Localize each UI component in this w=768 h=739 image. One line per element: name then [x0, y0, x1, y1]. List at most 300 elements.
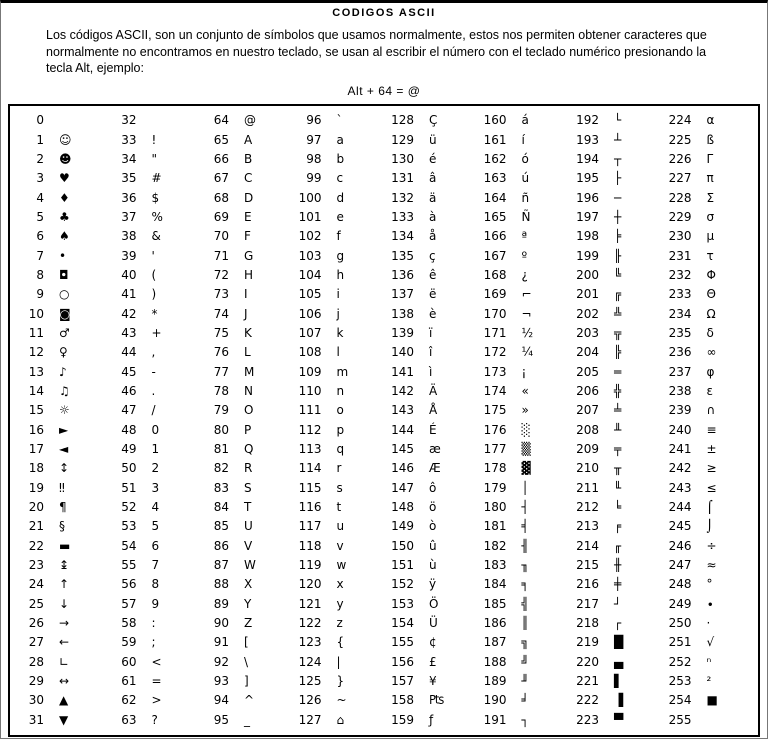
ascii-glyph: K: [244, 325, 252, 340]
ascii-code: 64: [213, 113, 229, 128]
ascii-entry: [18, 227, 111, 246]
ascii-entry: [481, 439, 574, 458]
ascii-glyph: ▌: [614, 674, 624, 689]
ascii-entry: [111, 381, 204, 400]
ascii-entry: [111, 671, 204, 690]
ascii-glyph: ╓: [614, 538, 622, 553]
ascii-glyph: á: [521, 113, 529, 128]
ascii-entry: [666, 323, 759, 342]
ascii-entry: [296, 671, 389, 690]
ascii-entry: [666, 401, 759, 420]
ascii-glyph: ▲: [59, 693, 69, 708]
ascii-code: 61: [121, 674, 137, 689]
ascii-code: 88: [213, 577, 229, 592]
ascii-entry: [18, 633, 111, 652]
ascii-glyph: ♪: [59, 364, 67, 379]
ascii-code: 171: [483, 325, 507, 340]
ascii-glyph: $: [151, 190, 160, 205]
ascii-entry: [203, 188, 296, 207]
ascii-code: 95: [213, 712, 229, 727]
ascii-code: 38: [121, 229, 137, 244]
ascii-entry: [18, 671, 111, 690]
ascii-glyph: ■: [706, 693, 718, 708]
ascii-code: 43: [121, 325, 137, 340]
ascii-glyph: ;: [151, 635, 156, 650]
ascii-entry: [481, 323, 574, 342]
ascii-code: 27: [28, 635, 44, 650]
ascii-glyph: δ: [706, 325, 714, 340]
ascii-glyph: ◄: [59, 442, 69, 457]
ascii-glyph: ╠: [614, 345, 622, 360]
ascii-entry: [203, 285, 296, 304]
ascii-code: 119: [298, 558, 322, 573]
ascii-code: 46: [121, 383, 137, 398]
ascii-entry: [666, 478, 759, 497]
ascii-entry: [203, 381, 296, 400]
ascii-glyph: ]: [244, 674, 249, 689]
ascii-entry: [203, 555, 296, 574]
ascii-code: 241: [668, 442, 692, 457]
ascii-glyph: l: [336, 345, 340, 360]
ascii-code: 251: [668, 635, 692, 650]
ascii-entry: [481, 691, 574, 710]
ascii-glyph: ê: [429, 267, 437, 282]
ascii-entry: [18, 439, 111, 458]
ascii-code: 172: [483, 345, 507, 360]
ascii-entry: [481, 130, 574, 149]
ascii-code: 4: [36, 190, 44, 205]
ascii-glyph: k: [336, 325, 344, 340]
ascii-glyph: º: [521, 248, 528, 263]
ascii-entry: [18, 459, 111, 478]
ascii-entry: [388, 420, 481, 439]
ascii-code: 182: [483, 538, 507, 553]
ascii-glyph: ï: [429, 325, 433, 340]
ascii-glyph: ╚: [614, 267, 622, 282]
ascii-code: 106: [298, 306, 322, 321]
ascii-code: 137: [391, 287, 414, 302]
ascii-glyph: ╢: [521, 538, 529, 553]
ascii-glyph: <: [151, 654, 162, 669]
ascii-glyph: ≈: [706, 558, 717, 573]
ascii-glyph: ƒ: [429, 712, 434, 727]
ascii-entry: [296, 594, 389, 613]
ascii-glyph: ç: [429, 248, 436, 263]
ascii-glyph: ≤: [706, 480, 717, 495]
ascii-entry: [296, 304, 389, 323]
ascii-code: 126: [298, 693, 322, 708]
ascii-code: 74: [213, 306, 229, 321]
ascii-glyph: #: [151, 171, 162, 186]
ascii-entry: [481, 594, 574, 613]
ascii-glyph: 6: [151, 538, 160, 553]
ascii-glyph: ·: [706, 616, 711, 631]
ascii-code: 190: [483, 693, 507, 708]
ascii-code: 253: [668, 674, 692, 689]
ascii-code: 246: [668, 538, 692, 553]
ascii-glyph: c: [336, 171, 344, 186]
ascii-code: 44: [121, 345, 137, 360]
ascii-code: 180: [483, 500, 507, 515]
ascii-code: 85: [213, 519, 229, 534]
ascii-code: 166: [483, 229, 507, 244]
ascii-entry: [18, 478, 111, 497]
ascii-entry: [18, 265, 111, 284]
ascii-glyph: z: [336, 616, 343, 631]
ascii-code: 145: [391, 442, 414, 457]
ascii-glyph: w: [336, 558, 347, 573]
ascii-entry: [481, 304, 574, 323]
ascii-code: 30: [28, 693, 44, 708]
ascii-entry: [481, 401, 574, 420]
ascii-code: 159: [391, 712, 414, 727]
ascii-entry: [573, 555, 666, 574]
ascii-entry: [296, 420, 389, 439]
ascii-code: 107: [298, 325, 322, 340]
ascii-entry: [296, 265, 389, 284]
ascii-code: 188: [483, 654, 507, 669]
ascii-code: 211: [576, 480, 599, 495]
ascii-entry: [296, 401, 389, 420]
ascii-glyph: d: [336, 190, 345, 205]
ascii-glyph: 5: [151, 519, 160, 534]
ascii-entry: [203, 130, 296, 149]
ascii-glyph: ¢: [429, 635, 437, 650]
ascii-code: 222: [576, 693, 599, 708]
ascii-entry: [388, 652, 481, 671]
ascii-code: 165: [483, 209, 507, 224]
ascii-glyph: ⁿ: [706, 654, 712, 669]
ascii-glyph: σ: [706, 209, 715, 224]
ascii-entry: [666, 169, 759, 188]
ascii-glyph: ≡: [706, 422, 717, 437]
ascii-glyph: ¥: [429, 674, 437, 689]
ascii-entry: [388, 304, 481, 323]
ascii-code: 201: [576, 287, 599, 302]
ascii-code: 100: [298, 190, 322, 205]
ascii-glyph: ▓: [521, 461, 531, 476]
ascii-code: 14: [28, 383, 44, 398]
ascii-entry: [203, 652, 296, 671]
ascii-entry: [111, 536, 204, 555]
ascii-glyph: e: [336, 209, 344, 224]
ascii-entry: [666, 285, 759, 304]
ascii-code: 237: [668, 364, 692, 379]
ascii-glyph: π: [706, 171, 714, 186]
ascii-glyph: ☺: [59, 132, 72, 147]
ascii-code: 10: [28, 306, 44, 321]
ascii-entry: [481, 265, 574, 284]
ascii-code: 146: [391, 461, 414, 476]
ascii-code: 49: [121, 442, 137, 457]
ascii-code: 177: [483, 442, 507, 457]
ascii-code: 84: [213, 500, 229, 515]
ascii-code: 53: [121, 519, 137, 534]
ascii-column-7: [666, 111, 759, 730]
ascii-glyph: ▀: [614, 712, 624, 727]
ascii-entry: [573, 304, 666, 323]
ascii-glyph: y: [336, 596, 344, 611]
ascii-glyph: ░: [521, 422, 531, 437]
ascii-glyph: ─: [614, 190, 622, 205]
ascii-entry: [666, 633, 759, 652]
ascii-column-6: [573, 111, 666, 730]
ascii-entry: [18, 517, 111, 536]
ascii-glyph: å: [429, 229, 437, 244]
ascii-entry: [573, 323, 666, 342]
ascii-glyph: └: [614, 113, 622, 128]
ascii-glyph: I: [244, 287, 248, 302]
ascii-code: 205: [576, 364, 599, 379]
ascii-column-3: [296, 111, 389, 730]
ascii-entry: [18, 497, 111, 516]
ascii-code: 236: [668, 345, 692, 360]
ascii-glyph: ╘: [614, 500, 622, 515]
ascii-code: 138: [391, 306, 414, 321]
ascii-glyph: g: [336, 248, 345, 263]
ascii-code: 164: [483, 190, 507, 205]
ascii-glyph: ╖: [521, 558, 529, 573]
ascii-entry: [388, 285, 481, 304]
ascii-code: 96: [306, 113, 322, 128]
ascii-code: 149: [391, 519, 414, 534]
ascii-entry: [666, 343, 759, 362]
ascii-code: 66: [213, 151, 229, 166]
ascii-entry: [203, 613, 296, 632]
ascii-entry: [481, 343, 574, 362]
ascii-glyph: P: [244, 422, 252, 437]
ascii-entry: [111, 401, 204, 420]
ascii-glyph: è: [429, 306, 437, 321]
ascii-code: 109: [298, 364, 322, 379]
ascii-glyph: ▼: [59, 712, 69, 727]
ascii-glyph: °: [706, 577, 713, 592]
ascii-entry: [203, 362, 296, 381]
ascii-glyph: ╕: [521, 577, 529, 592]
ascii-glyph: ┐: [521, 712, 529, 727]
ascii-entry: [18, 246, 111, 265]
ascii-entry: [666, 497, 759, 516]
ascii-glyph: Φ: [706, 267, 716, 282]
ascii-code: 1: [36, 132, 44, 147]
ascii-glyph: ╜: [521, 674, 529, 689]
ascii-code: 240: [668, 422, 692, 437]
ascii-code: 7: [36, 248, 44, 263]
ascii-entry: [18, 362, 111, 381]
page-title: CODIGOS ASCII: [332, 7, 436, 19]
ascii-entry: [203, 633, 296, 652]
ascii-entry: [296, 285, 389, 304]
ascii-code: 213: [576, 519, 599, 534]
ascii-glyph: ♠: [59, 229, 70, 244]
ascii-entry: [666, 555, 759, 574]
ascii-glyph: G: [244, 248, 254, 263]
ascii-glyph: 3: [151, 480, 160, 495]
ascii-glyph: W: [244, 558, 256, 573]
ascii-entry: [573, 497, 666, 516]
ascii-glyph: █: [614, 635, 624, 650]
ascii-entry: [573, 633, 666, 652]
ascii-entry: [18, 130, 111, 149]
ascii-code: 25: [28, 596, 44, 611]
ascii-glyph: ├: [614, 171, 622, 186]
ascii-entry: [111, 439, 204, 458]
ascii-entry: [666, 594, 759, 613]
ascii-entry: [573, 613, 666, 632]
ascii-code: 161: [483, 132, 507, 147]
ascii-code: 128: [391, 113, 414, 128]
ascii-code: 153: [391, 596, 414, 611]
ascii-code: 47: [121, 403, 137, 418]
ascii-entry: [18, 169, 111, 188]
ascii-entry: [481, 381, 574, 400]
ascii-entry: [388, 710, 481, 729]
ascii-entry: [18, 401, 111, 420]
ascii-glyph: ♣: [59, 209, 70, 224]
ascii-entry: [111, 188, 204, 207]
ascii-code: 81: [213, 442, 229, 457]
ascii-glyph: ÿ: [429, 577, 437, 592]
ascii-glyph: Q: [244, 442, 254, 457]
ascii-glyph: ╔: [614, 287, 622, 302]
ascii-code: 158: [391, 693, 414, 708]
ascii-glyph: ~: [336, 693, 347, 708]
ascii-glyph: ◘: [59, 267, 69, 282]
ascii-entry: [18, 381, 111, 400]
ascii-code: 73: [213, 287, 229, 302]
ascii-code: 71: [213, 248, 229, 263]
ascii-code: 232: [668, 267, 692, 282]
ascii-entry: [481, 613, 574, 632]
ascii-glyph: *: [151, 306, 158, 321]
ascii-glyph: Å: [429, 403, 438, 418]
ascii-glyph: ╤: [614, 442, 622, 457]
ascii-glyph: ": [151, 151, 158, 166]
ascii-code: 192: [576, 113, 599, 128]
ascii-entry: [388, 691, 481, 710]
ascii-entry: [203, 691, 296, 710]
intro-paragraph: Los códigos ASCII, son un conjunto de símbolos que usamos normalmente, estos nos permiten obtener caracteres que normalmente no encontramos en nuestro teclado, se usan al escribir el número con el teclado numérico presionando la tecla Alt, ejemplo:: [46, 28, 707, 75]
ascii-glyph: ┌: [614, 616, 622, 631]
ascii-code: 252: [668, 654, 692, 669]
ascii-code: 93: [213, 674, 229, 689]
ascii-code: 62: [121, 693, 137, 708]
ascii-code: 26: [28, 616, 44, 631]
ascii-entry: [111, 265, 204, 284]
ascii-code: 48: [121, 422, 137, 437]
ascii-entry: [573, 652, 666, 671]
ascii-glyph: φ: [706, 364, 715, 379]
ascii-glyph: 7: [151, 558, 160, 573]
ascii-entry: [296, 575, 389, 594]
ascii-entry: [573, 594, 666, 613]
ascii-glyph: é: [429, 151, 437, 166]
ascii-entry: [666, 439, 759, 458]
ascii-glyph: V: [244, 538, 253, 553]
ascii-entry: [388, 265, 481, 284]
ascii-code: 117: [298, 519, 322, 534]
ascii-glyph: •: [59, 248, 67, 263]
ascii-entry: [111, 207, 204, 226]
ascii-code: 68: [213, 190, 229, 205]
ascii-glyph: ¿: [521, 267, 528, 282]
ascii-entry: [203, 594, 296, 613]
ascii-entry: [666, 517, 759, 536]
ascii-glyph: ↓: [59, 596, 70, 611]
ascii-code: 169: [483, 287, 507, 302]
ascii-glyph: «: [521, 383, 529, 398]
ascii-glyph: ½: [521, 325, 534, 340]
ascii-glyph: ╒: [614, 519, 622, 534]
ascii-entry: [666, 188, 759, 207]
ascii-glyph: ª: [521, 229, 528, 244]
ascii-glyph: \: [244, 654, 249, 669]
ascii-code: 234: [668, 306, 692, 321]
ascii-code: 186: [483, 616, 507, 631]
ascii-glyph: ▒: [521, 442, 531, 457]
ascii-glyph: |: [336, 654, 341, 669]
ascii-code: 242: [668, 461, 692, 476]
ascii-glyph: X: [244, 577, 253, 592]
ascii-entry: [573, 227, 666, 246]
ascii-entry: [481, 420, 574, 439]
ascii-code: 160: [483, 113, 507, 128]
ascii-glyph: L: [244, 345, 251, 360]
ascii-code: 11: [28, 325, 44, 340]
ascii-entry: [18, 285, 111, 304]
ascii-entry: [666, 420, 759, 439]
ascii-entry: [111, 246, 204, 265]
ascii-entry: [203, 323, 296, 342]
ascii-entry: [573, 536, 666, 555]
ascii-glyph: Ç: [429, 113, 438, 128]
ascii-glyph: ∩: [706, 403, 716, 418]
ascii-entry: [18, 536, 111, 555]
ascii-glyph: &: [151, 229, 161, 244]
ascii-glyph: D: [244, 190, 254, 205]
ascii-glyph: ╥: [614, 461, 622, 476]
ascii-code: 248: [668, 577, 692, 592]
ascii-glyph: M: [244, 364, 255, 379]
ascii-code: 56: [121, 577, 137, 592]
ascii-entry: [296, 188, 389, 207]
ascii-code: 118: [298, 538, 322, 553]
ascii-glyph: µ: [706, 229, 715, 244]
ascii-entry: [388, 362, 481, 381]
ascii-code: 45: [121, 364, 137, 379]
ascii-glyph: ↨: [59, 558, 70, 573]
ascii-entry: [481, 517, 574, 536]
ascii-code: 238: [668, 383, 692, 398]
ascii-glyph: ^: [244, 693, 255, 708]
ascii-code: 28: [28, 654, 44, 669]
ascii-glyph: ?: [151, 712, 158, 727]
ascii-code: 32: [121, 113, 137, 128]
ascii-glyph: ¡: [521, 364, 527, 379]
ascii-code: 2: [36, 151, 44, 166]
ascii-entry: [296, 111, 389, 130]
ascii-code: 89: [213, 596, 229, 611]
ascii-glyph: A: [244, 132, 253, 147]
ascii-entry: [296, 633, 389, 652]
ascii-code: 97: [306, 132, 322, 147]
ascii-glyph: ë: [429, 287, 437, 302]
ascii-glyph: o: [336, 403, 344, 418]
ascii-glyph: ╛: [521, 693, 529, 708]
ascii-glyph: ═: [614, 364, 622, 379]
ascii-entry: [573, 188, 666, 207]
ascii-code: 52: [121, 500, 137, 515]
